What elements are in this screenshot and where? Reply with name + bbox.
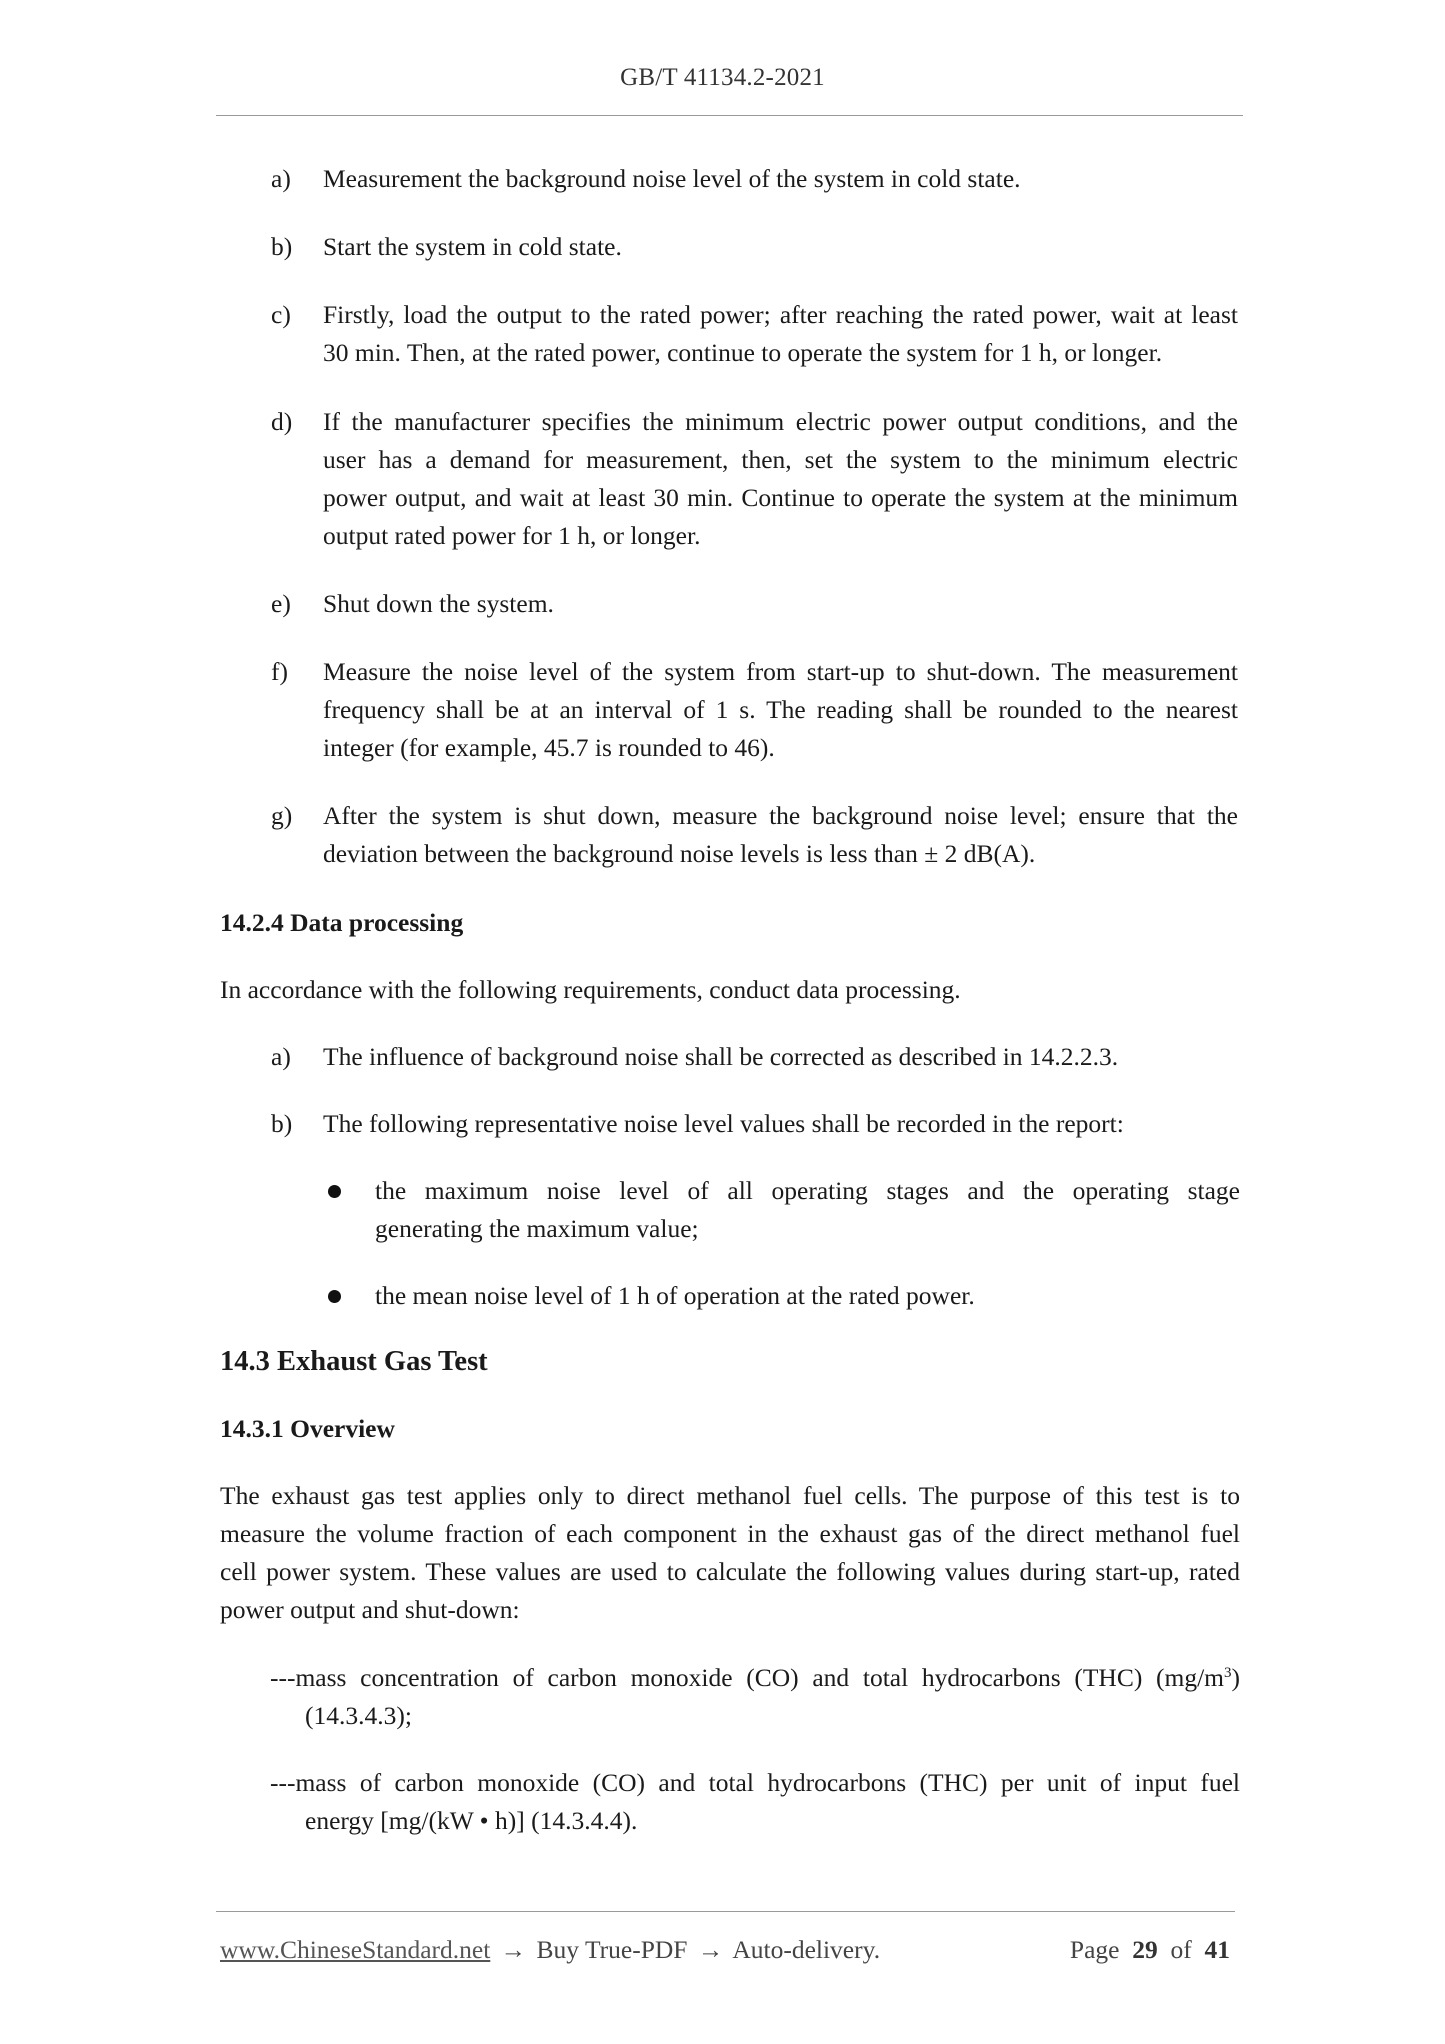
item-label: f) (271, 657, 288, 686)
website-link[interactable]: www.ChineseStandard.net (220, 1935, 491, 1964)
section-heading-14-2-4: 14.2.4 Data processing (220, 908, 464, 937)
paragraph-line: The exhaust gas test applies only to direct methanol fuel cells. The purpose of this test is to (220, 1481, 1240, 1510)
item-label: a) (271, 164, 291, 193)
section-intro: In accordance with the following requirements, conduct data processing. (220, 975, 961, 1004)
item-text: Measurement the background noise level of the system in cold state. (323, 164, 1021, 193)
section-heading-14-3: 14.3 Exhaust Gas Test (220, 1346, 488, 1377)
paragraph-line: cell power system. These values are used to calculate the following values during start-up, rated (220, 1557, 1240, 1586)
page-indicator (1070, 1935, 1230, 1965)
item-label: b) (271, 1109, 293, 1138)
dash-line-cont: (14.3.4.3); (305, 1701, 412, 1730)
item-text-line: After the system is shut down, measure the background noise level; ensure that the (323, 801, 1238, 830)
item-text-line: output rated power for 1 h, or longer. (323, 521, 701, 550)
bullet-dot-icon (328, 1185, 341, 1198)
item-text-line: If the manufacturer specifies the minimum electric power output conditions, and the (323, 407, 1238, 436)
paragraph-line: measure the volume fraction of each component in the exhaust gas of the direct methanol fuel (220, 1519, 1240, 1548)
page-word: Page (1069, 1935, 1120, 1964)
item-label: a) (271, 1042, 291, 1071)
item-text: Start the system in cold state. (323, 232, 622, 261)
item-text: Shut down the system. (323, 589, 554, 618)
paragraph-line: power output and shut-down: (220, 1595, 520, 1624)
bullet-text-line: generating the maximum value; (375, 1214, 699, 1243)
item-text-line: deviation between the background noise levels is less than ± 2 dB(A). (323, 839, 1036, 868)
of-word: of (1170, 1935, 1192, 1964)
arrow-right-icon: → (697, 1935, 724, 1964)
item-label: g) (271, 801, 293, 830)
header-divider (216, 115, 1243, 116)
dash-line-cont: energy [mg/(kW • h)] (14.3.4.4). (305, 1806, 638, 1835)
page-header: GB/T 41134.2-2021 (620, 64, 825, 91)
item-text-line: 30 min. Then, at the rated power, continue to operate the system for 1 h, or longer. (323, 338, 1163, 367)
buy-pdf-text: Buy True-PDF (536, 1935, 688, 1964)
item-text: The following representative noise level values shall be recorded in the report: (323, 1109, 1124, 1138)
footer-divider (216, 1911, 1235, 1912)
item-label: c) (271, 300, 291, 329)
item-text-line: Firstly, load the output to the rated power; after reaching the rated power, wait at least (323, 300, 1238, 329)
item-text: The influence of background noise shall be corrected as described in 14.2.2.3. (323, 1042, 1119, 1071)
superscript: 3 (1224, 1665, 1232, 1681)
dash-line: ---mass of carbon monoxide (CO) and total hydrocarbons (THC) per unit of input fuel (270, 1768, 1240, 1797)
page-number: 29 (1132, 1935, 1158, 1964)
bullet-text-line: the mean noise level of 1 h of operation at the rated power. (375, 1281, 975, 1310)
item-text-line: user has a demand for measurement, then, set the system to the minimum electric (323, 445, 1238, 474)
item-text-line: Measure the noise level of the system from start-up to shut-down. The measurement (323, 657, 1238, 686)
item-label: e) (271, 589, 291, 618)
bullet-dot-icon (328, 1290, 341, 1303)
dash-line-end: ) (1231, 1663, 1240, 1692)
dash-line (270, 1659, 1240, 1697)
page-total: 41 (1204, 1935, 1230, 1964)
auto-delivery-text: Auto-delivery. (732, 1935, 881, 1964)
item-text-line: power output, and wait at least 30 min. Continue to operate the system at the minimum (323, 483, 1238, 512)
dash-item-mass-per-energy (270, 1764, 1240, 1840)
section-heading-14-3-1: 14.3.1 Overview (220, 1414, 395, 1443)
overview-paragraph (220, 1477, 1240, 1629)
item-label: d) (271, 407, 293, 436)
item-text-line: integer (for example, 45.7 is rounded to 46). (323, 733, 775, 762)
page-footer (220, 1935, 1230, 1965)
item-text-line: frequency shall be at an interval of 1 s. The reading shall be rounded to the nearest (323, 695, 1238, 724)
item-label: b) (271, 232, 293, 261)
arrow-right-icon: → (500, 1935, 527, 1964)
dash-line-text: ---mass concentration of carbon monoxide (CO) and total hydrocarbons (THC) (mg/m (270, 1663, 1224, 1692)
bullet-text-line: the maximum noise level of all operating stages and the operating stage (375, 1176, 1240, 1205)
dash-item-mass-concentration (270, 1659, 1240, 1735)
